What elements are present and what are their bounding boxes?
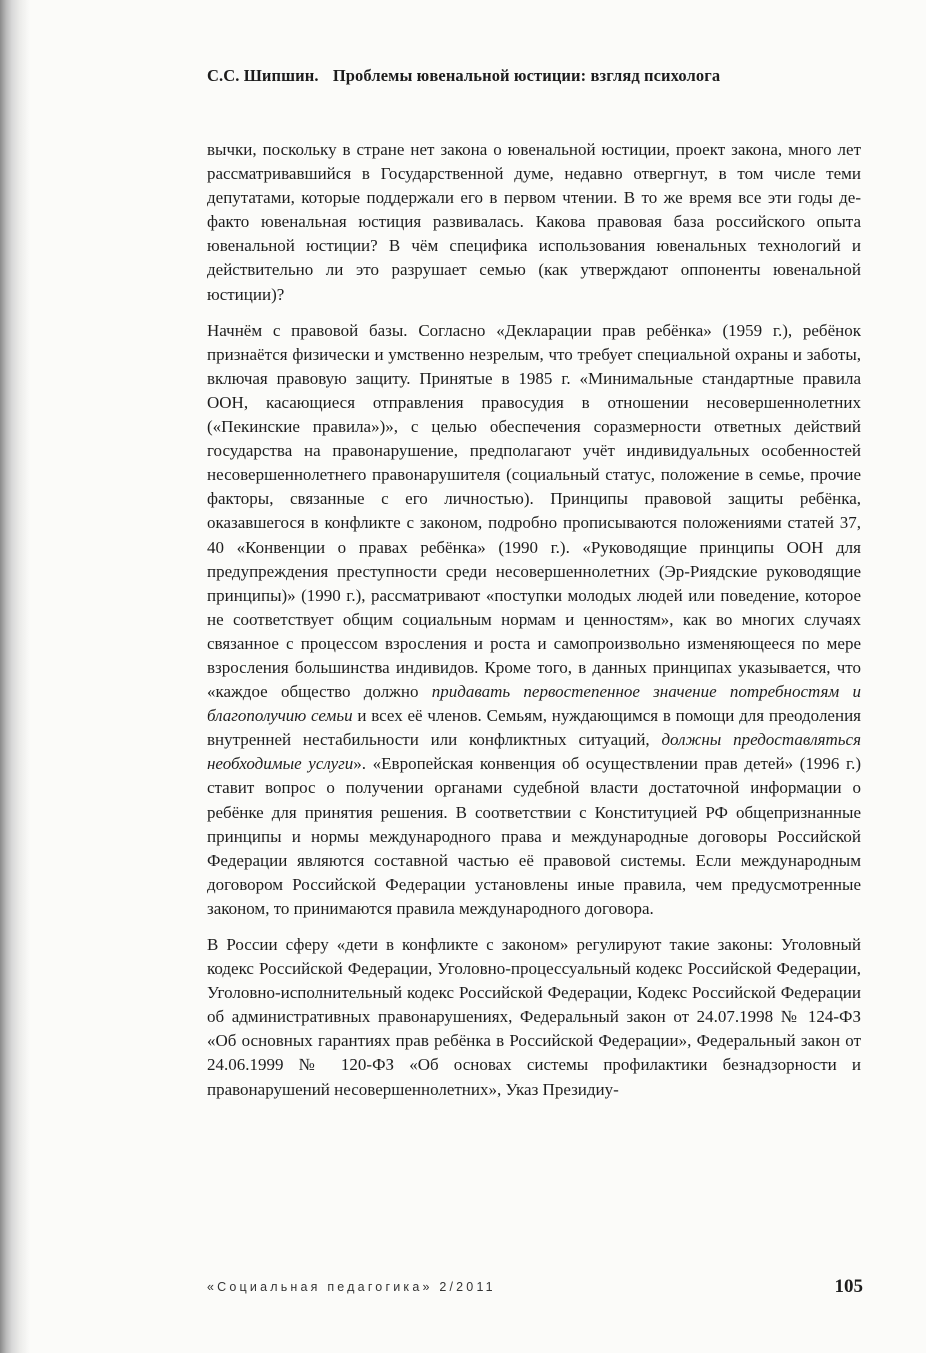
paragraph-3: В России сферу «дети в конфликте с законом» регулируют такие законы: Уголовный кодекс Российской Федерации, Уголовно-процессуальный кодекс Российской Федерации, Уголовно-исполнительный кодекс Российской Федерации, Кодекс Российской Федерации об административных правонарушениях, Федеральный закон от 24.07.1998 № 124-ФЗ «Об основных гарантиях прав ребёнка в Российской Федерации», Федеральный закон от 24.06.1999 № 120-ФЗ «Об основах системы профилактики безнадзорности и правонарушений несовершеннолетних», Указ Президиу-: [207, 935, 861, 1099]
paragraph-1: вычки, поскольку в стране нет закона о ювенальной юстиции, проект закона, много лет рассматривавшийся в Государственной думе, недавно отвергнут, в том числе теми депутатами, которые поддержали его в первом чтении. В то же время все эти годы де-факто ювенальная юстиция развивалась. Какова правовая база российского опыта ювенальной юстиции? В чём специфика использования ювенальных технологий и действительно ли это разрушает семью (как утверждают оппоненты ювенальной юстиции)?: [207, 140, 861, 304]
article-body: [207, 138, 861, 1114]
page-footer: [207, 1276, 863, 1302]
paragraph-2: [207, 319, 861, 921]
paragraph-2-emphasis-1: придавать первостепенное значение потребностям и благополучию семьи: [207, 682, 861, 726]
paragraph-2-part-2: и всех её членов. Семьям, нуждающимся в помощи для преодоления внутренней нестабильности или конфликтных ситуаций,: [207, 706, 861, 750]
header-title: Проблемы ювенальной юстиции: взгляд психолога: [332, 66, 721, 85]
book-gutter-shadow: [0, 0, 30, 1353]
footer-journal: «Социальная педагогика» 2/2011: [207, 1280, 496, 1294]
paragraph-2-emphasis-2: должны предоставляться необходимые услуги: [207, 730, 861, 774]
paragraph-2-part-3: ». «Европейская конвенция об осуществлении прав детей» (1996 г.) ставит вопрос о получении органами судебной власти достаточной информации о ребёнке для принятия решения. В соответствии с Конституцией РФ общепризнанные принципы и нормы международного права и международные договоры Российской Федерации являются составной частью её правовой системы. Если международным договором Российской Федерации установлены иные правила, чем предусмотренные законом, то принимаются правила международного договора.: [207, 754, 861, 918]
paragraph-2-part-1: Начнём с правовой базы. Согласно «Декларации прав ребёнка» (1959 г.), ребёнок признаётся физически и умственно незрелым, что требует специальной охраны и заботы, включая правовую защиту. Принятые в 1985 г. «Минимальные стандартные правила ООН, касающиеся отправления правосудия в отношении несовершеннолетних («Пекинские правила»)», с целью обеспечения соразмерности ответных действий государства на правонарушение, предполагают учёт индивидуальных особенностей несовершеннолетнего правонарушителя (социальный статус, положение в семье, прочие факторы, связанные с его личностью). Принципы правовой защиты ребёнка, оказавшегося в конфликте с законом, подробно прописываются положениями статей 37, 40 «Конвенции о правах ребёнка» (1990 г.). «Руководящие принципы ООН для предупреждения преступности среди несовершеннолетних (Эр-Риядские руководящие принципы)» (1990 г.), рассматривают «поступки молодых людей или поведение, которое не соответствует общим социальным нормам и ценностям», как во многих случаях связанное с процессом взросления и роста и самопроизвольно изменяющееся по мере взросления большинства индивидов. Кроме того, в данных принципах указывается, что «каждое общество должно: [207, 320, 861, 702]
header-author: С.С. Шипшин.: [207, 66, 319, 85]
page-number: 105: [834, 1276, 863, 1297]
running-header: [207, 66, 867, 86]
